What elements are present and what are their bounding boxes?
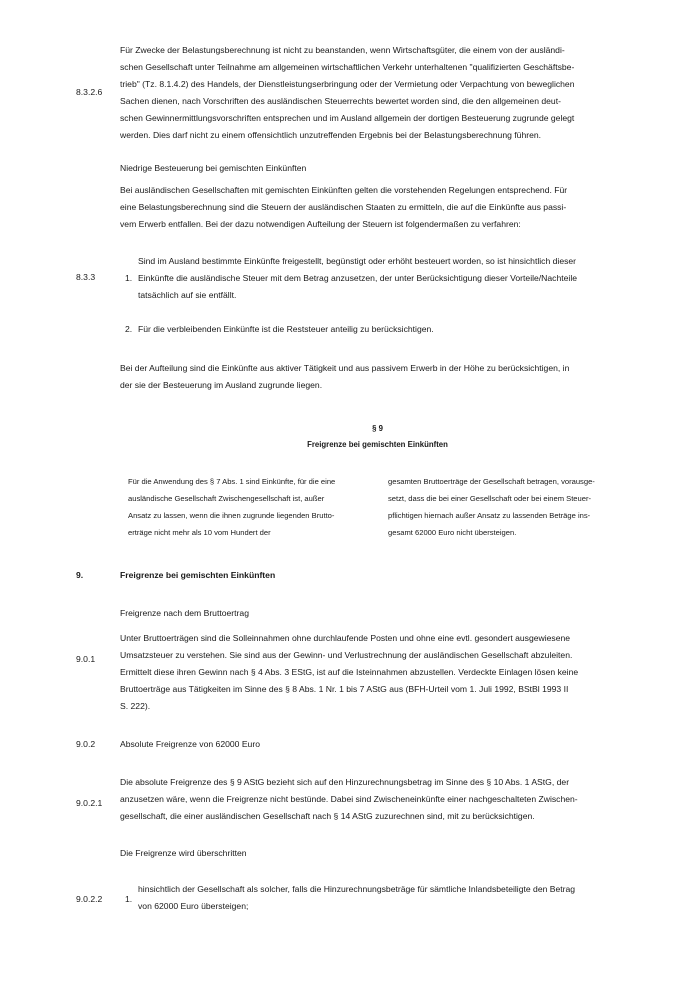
text-line: Ansatz zu lassen, wenn die ihnen zugrunde liegenden Brutto- (128, 511, 335, 520)
subheading-bruttoertrag: Freigrenze nach dem Bruttoertrag (120, 608, 249, 618)
list-item-1-9-0-2-2 (138, 881, 635, 915)
section-title-9: Freigrenze bei gemischten Einkünften (120, 570, 276, 580)
text-line: Für die Anwendung des § 7 Abs. 1 sind Einkünfte, für die eine (128, 477, 336, 486)
section-title-9-0-2: Absolute Freigrenze von 62000 Euro (120, 739, 260, 749)
text-line: eine Belastungsberechnung sind die Steuern der ausländischen Staaten zu ermitteln, die auf die Einkünfte aus passi- (120, 202, 567, 212)
section-number-9-0-2: 9.0.2 (76, 739, 96, 749)
law-text-left-column (128, 473, 366, 541)
text-line: pflichtigen hiernach außer Ansatz zu lassenden Beträge ins- (388, 511, 591, 520)
text-line: Für Zwecke der Belastungsberechnung ist nicht zu beanstanden, wenn Wirtschaftsgüter, die einem von der ausländi- (120, 45, 565, 55)
text-line: gesamt 62000 Euro nicht übersteigen. (388, 528, 517, 537)
text-line: Einkünfte die ausländische Steuer mit dem Betrag anzusetzen, der unter Berücksichtigung dieser Vorteile/Nachteile (138, 273, 578, 283)
list-item-2-8-3-3: Für die verbleibenden Einkünfte ist die Reststeuer anteilig zu berücksichtigen. (138, 324, 434, 334)
paragraph-9-0-2-1 (120, 774, 635, 825)
text-line: ausländische Gesellschaft Zwischengesellschaft ist, außer (128, 494, 325, 503)
paragraph-9-0-1 (120, 630, 635, 715)
text-line: Unter Bruttoerträgen sind die Solleinnahmen ohne durchlaufende Posten und ohne eine evtl. gesondert ausgewiesene (120, 633, 571, 643)
section-number-8-3-2-6: 8.3.2.6 (76, 87, 103, 97)
text-line: schen Gesellschaft unter Teilnahme am allgemeinen wirtschaftlichen Verkehr unterhaltenen "qualifizierten Geschäftsbe- (120, 62, 575, 72)
subheading-niedrige-besteuerung: Niedrige Besteuerung bei gemischten Einkünften (120, 163, 307, 173)
text-line: Ermittelt diese ihren Gewinn nach § 4 Abs. 3 EStG, ist auf die Isteinnahmen abzustellen. Verdeckte Einlagen lösen keine (120, 667, 579, 677)
text-line: Sachen dienen, nach Vorschriften des ausländischen Steuerrechts bewertet worden sind, die den allgemeinen deut- (120, 96, 561, 106)
text-line: Bruttoerträge aus Tätigkeiten im Sinne des § 8 Abs. 1 Nr. 1 bis 7 AStG aus (BFH-Urteil vom 1. Juli 1992, BStBl 1993 II (120, 684, 569, 694)
text-line: S. 222). (120, 701, 151, 711)
paragraph-gemischte-einkuenfte (120, 182, 635, 233)
section-number-9-0-2-1: 9.0.2.1 (76, 798, 103, 808)
list-marker: 2. (125, 324, 133, 334)
text-line: von 62000 Euro übersteigen; (138, 901, 249, 911)
text-line: gesamten Bruttoerträge der Gesellschaft betragen, vorausge- (388, 477, 595, 486)
text-line: werden. Dies darf nicht zu einem offensichtlich unzutreffenden Ergebnis bei der Belastungsberechnung führen. (120, 130, 542, 140)
text-line: vem Erwerb entfallen. Bei der dazu notwendigen Aufteilung der Steuern ist folgendermaßen zu verfahren: (120, 219, 521, 229)
text-line: hinsichtlich der Gesellschaft als solcher, falls die Hinzurechnungsbeträge für sämtliche Inlandsbeteiligte den Betrag (138, 884, 576, 894)
text-line: trieb" (Tz. 8.1.4.2) des Handels, der Dienstleistungserbringung oder der Vermietung oder Verpachtung von beweglichen (120, 79, 575, 89)
list-item-1-8-3-3 (138, 253, 635, 304)
text-line: Sind im Ausland bestimmte Einkünfte freigestellt, begünstigt oder erhöht besteuert worden, so ist hinsichtlich dieser (138, 256, 577, 266)
paragraph-aufteilung (120, 360, 635, 394)
section-number-9-0-1: 9.0.1 (76, 654, 96, 664)
text-line: schen Gewinnermittlungsvorschriften entsprechen und im Ausland allgemein der dortigen Besteuerung zugrunde gelegt (120, 113, 575, 123)
text-line: Umsatzsteuer zu verstehen. Sie sind aus der Gewinn- und Verlustrechnung der ausländischen Gesellschaft abzuleiten. (120, 650, 573, 660)
law-text-right-column (388, 473, 626, 541)
text-line: setzt, dass die bei einer Gesellschaft oder bei einem Steuer- (388, 494, 592, 503)
subheading-ueberschritten: Die Freigrenze wird überschritten (120, 848, 247, 858)
law-paragraph-symbol: § 9 (372, 424, 383, 433)
paragraph-8-3-2-6 (120, 42, 635, 144)
section-number-9: 9. (76, 570, 84, 580)
list-marker: 1. (125, 894, 133, 904)
section-number-8-3-3: 8.3.3 (76, 272, 96, 282)
text-line: Die absolute Freigrenze des § 9 AStG bezieht sich auf den Hinzurechnungsbetrag im Sinne des § 10 Abs. 1 AStG, der (120, 777, 570, 787)
text-line: Bei der Aufteilung sind die Einkünfte aus aktiver Tätigkeit und aus passivem Erwerb in der Höhe zu berücksichtigen, in (120, 363, 570, 373)
law-paragraph-title: Freigrenze bei gemischten Einkünften (307, 440, 448, 449)
text-line: erträge nicht mehr als 10 vom Hundert der (128, 528, 271, 537)
text-line: tatsächlich auf sie entfällt. (138, 290, 237, 300)
text-line: gesellschaft, die einer ausländischen Gesellschaft nach § 14 AStG zuzurechnen sind, mit zu berücksichtigen. (120, 811, 535, 821)
text-line: der sie der Besteuerung im Ausland zugrunde liegen. (120, 380, 323, 390)
text-line: Bei ausländischen Gesellschaften mit gemischten Einkünften gelten die vorstehenden Regelungen entsprechend. Für (120, 185, 568, 195)
list-marker: 1. (125, 273, 133, 283)
text-line: anzusetzen wäre, wenn die Freigrenze nicht bestünde. Dabei sind Zwischeneinkünfte einer nachgeschalteten Zwischen- (120, 794, 578, 804)
section-number-9-0-2-2: 9.0.2.2 (76, 894, 103, 904)
